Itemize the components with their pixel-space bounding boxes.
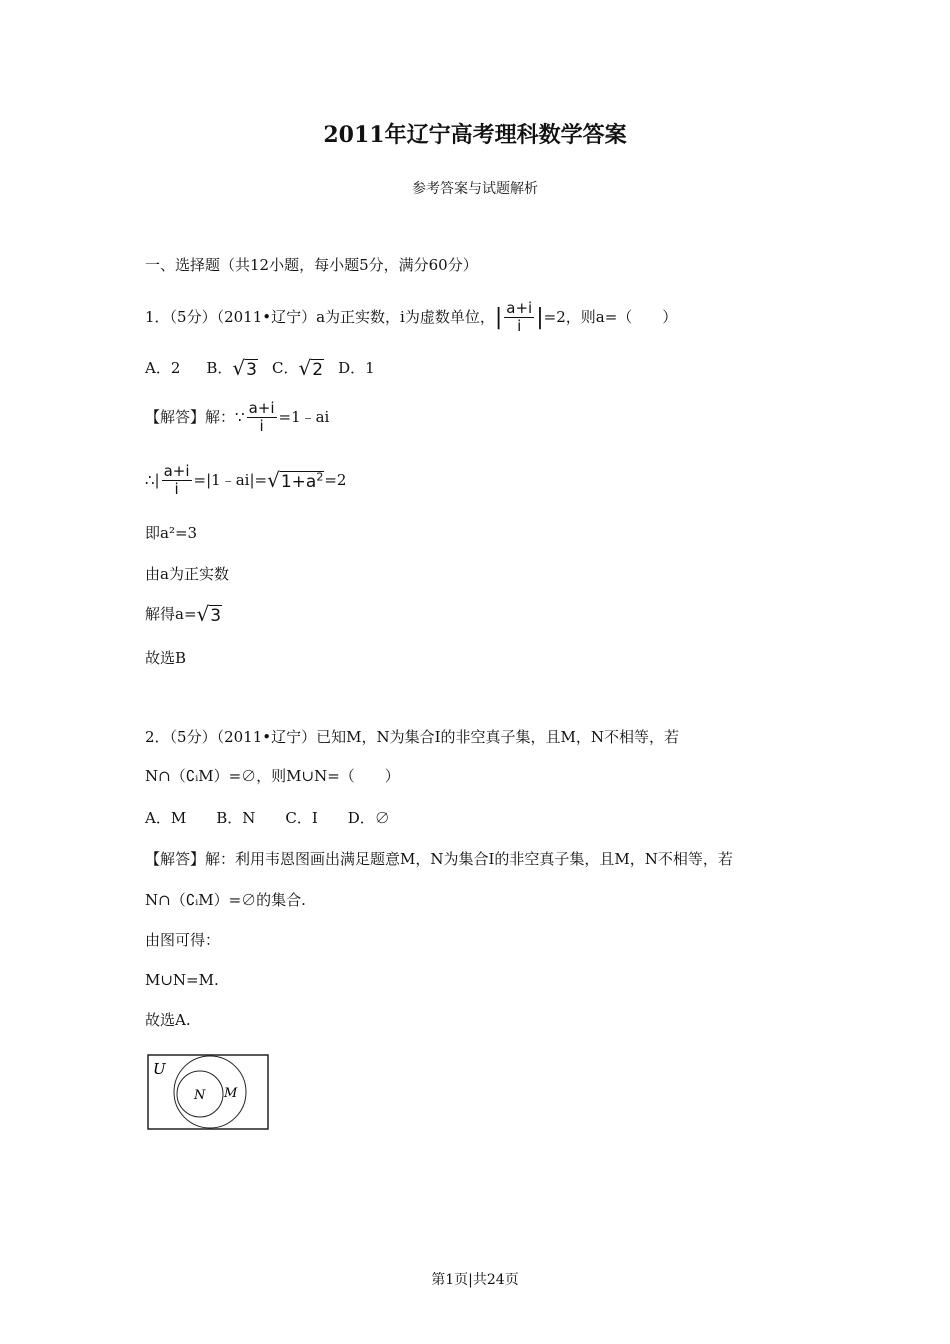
- q1-option-a: A．2: [145, 359, 181, 377]
- q1-solution-1: [145, 400, 329, 436]
- abs-bar-left: |: [494, 304, 503, 330]
- q2-stem-line2: N∩（∁ᵢM）=∅，则M∪N=（ ）: [145, 767, 400, 785]
- q1-solution-2: ∴ | $\frac{a+i}{i}$ =|1﹣ai|= $√1+a^2$ =2: [145, 462, 347, 499]
- q1-solution-3: 即a²=3: [145, 524, 198, 542]
- q2-stem-line1: 2．（5分）（2011•辽宁）已知M，N为集合I的非空真子集，且M，N不相等，若: [145, 728, 680, 746]
- q1-sol1-tail: =1﹣ai: [278, 408, 330, 427]
- q1-option-b-sqrt: √3: [232, 356, 257, 380]
- q1-sol2-tail: =2: [324, 471, 347, 490]
- q1-option-d: D．1: [338, 359, 375, 377]
- universe-rect: [148, 1055, 268, 1129]
- venn-label-m: M: [224, 1086, 238, 1101]
- q1-stem-eq: =2，则a=（ ）: [543, 308, 678, 327]
- page-footer: 第1页|共24页: [431, 1272, 519, 1288]
- q1-frac-den: i: [517, 317, 522, 336]
- section-heading: 一、选择题（共12小题，每小题5分，满分60分）: [145, 256, 478, 274]
- q1-sol2-mid: =|1﹣ai|=: [193, 471, 268, 490]
- q2-solution-1: 【解答】解：利用韦恩图画出满足题意M，N为集合I的非空真子集，且M，N不相等，若: [145, 850, 733, 868]
- q1-solution-4: 由a为正实数: [145, 565, 229, 583]
- solution-label: 【解答】解：: [145, 408, 236, 427]
- page-subtitle: 参考答案与试题解析: [412, 181, 538, 197]
- q1-solution-5: 解得a= √3: [145, 602, 222, 626]
- q2-solution-4: M∪N=M.: [145, 971, 219, 989]
- q1-stem: [145, 300, 677, 336]
- q1-sol5-sqrt: √3: [196, 602, 222, 626]
- q1-option-b: B．: [206, 359, 233, 377]
- q1-option-c: C．: [272, 359, 299, 377]
- q1-frac-num: a+i: [506, 299, 533, 317]
- q2-options: A．M B．N C．I D．∅: [145, 809, 390, 827]
- venn-diagram: [147, 1054, 269, 1130]
- q1-options: [145, 358, 375, 379]
- q1-option-c-sqrt: √2: [298, 356, 324, 380]
- page-title: 2011年辽宁高考理科数学答案: [323, 122, 627, 148]
- q2-solution-2: N∩（∁ᵢM）=∅的集合.: [145, 891, 306, 909]
- q2-solution-5: 故选A.: [145, 1011, 191, 1029]
- q1-sol-fraction: $\frac{a+i}{i}$: [248, 399, 275, 436]
- q1-sol2-sqrt: $√1+a^2$: [267, 468, 324, 493]
- because-symbol: ∵: [235, 408, 245, 427]
- venn-label-u: U: [153, 1060, 166, 1078]
- venn-label-n: N: [194, 1088, 206, 1103]
- q1-fraction: [504, 300, 534, 336]
- q1-stem-prefix: 1．（5分）（2011•辽宁）a为正实数，i为虚数单位，: [145, 308, 495, 327]
- q1-solution-6: 故选B: [145, 649, 187, 667]
- abs-bar-right: |: [536, 304, 544, 330]
- q1-sol2-fraction: $\frac{a+i}{i}$: [163, 462, 190, 499]
- therefore-symbol: ∴: [145, 471, 155, 490]
- q2-solution-3: 由图可得：: [145, 931, 221, 949]
